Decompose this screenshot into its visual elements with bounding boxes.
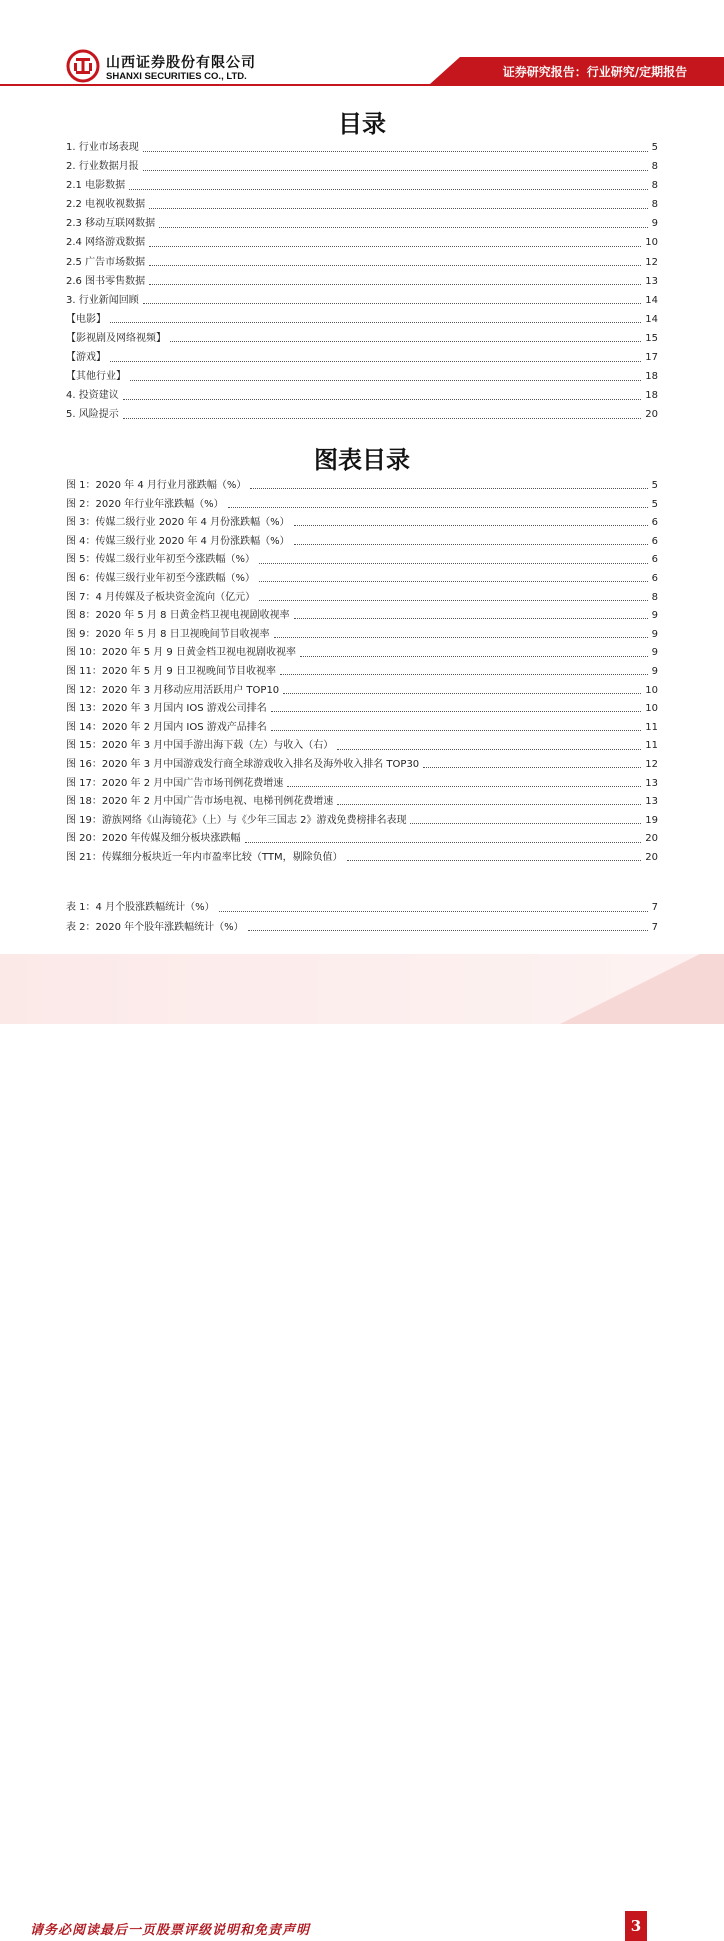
dot-leader [410, 822, 641, 824]
dot-leader [300, 655, 648, 657]
toc-entry-page: 9 [651, 218, 658, 230]
toc-title: 目录 [338, 109, 386, 138]
dot-leader [259, 580, 648, 582]
toc-entry-page: 8 [651, 180, 658, 192]
dot-leader [130, 379, 641, 381]
toc-entry[interactable] [66, 755, 658, 774]
toc-entry-page: 5 [651, 142, 658, 153]
page-footer [0, 954, 724, 1938]
toc-entry[interactable] [66, 898, 658, 918]
toc-entry-page: 13 [645, 275, 658, 287]
toc-entry[interactable] [66, 176, 658, 195]
toc-entry[interactable] [66, 495, 658, 514]
toc-entry-label: 图 10：2020 年 5 月 9 日黄金档卫视电视剧收视率 [66, 647, 296, 659]
toc-entry[interactable] [66, 625, 658, 644]
toc-entry-label: 【游戏】 [66, 352, 106, 364]
toc-entry-label: 2.4 网络游戏数据 [66, 237, 146, 249]
toc-entry-page: 15 [645, 332, 658, 344]
dot-leader [110, 321, 641, 323]
toc-entry-label: 【影视剧及网络视频】 [66, 332, 166, 344]
dot-leader [287, 785, 641, 787]
dot-leader [143, 302, 642, 304]
toc-entry-label: 图 5：传媒二级行业年初至今涨跌幅（%） [66, 554, 256, 566]
dot-leader [274, 636, 648, 638]
toc-entry-label: 4. 投资建议 [66, 390, 119, 402]
toc-entry[interactable] [66, 736, 658, 755]
dot-leader [248, 929, 648, 931]
dot-leader [123, 398, 642, 400]
toc-entry-label: 图 18：2020 年 2 月中国广告市场电视、电梯刊例花费增速 [66, 796, 334, 808]
dot-leader [259, 599, 648, 601]
dot-leader [280, 673, 648, 675]
toc-entry-label: 图 4：传媒三级行业 2020 年 4 月份涨跌幅（%） [66, 535, 290, 547]
toc-entry-page: 14 [645, 294, 658, 306]
toc-entry[interactable] [66, 233, 658, 252]
toc-entry[interactable] [66, 681, 658, 700]
figures-title: 图表目录 [314, 445, 410, 474]
toc-entry-page: 11 [645, 721, 658, 733]
toc-entry[interactable] [66, 386, 658, 405]
toc-entry-page: 20 [645, 851, 658, 863]
toc-entry-page: 7 [651, 921, 658, 933]
toc-entry-page: 20 [645, 833, 658, 845]
toc-entry-label: 2.1 电影数据 [66, 180, 126, 192]
toc-entry[interactable] [66, 829, 658, 848]
toc-entry-page: 7 [651, 902, 658, 913]
dot-leader [149, 207, 648, 209]
toc-entry-label: 【其他行业】 [66, 371, 126, 383]
footer-background [0, 954, 724, 1024]
toc-entry[interactable] [66, 476, 658, 495]
toc-entry[interactable] [66, 774, 658, 793]
toc-entry-label: 图 6：传媒三级行业年初至今涨跌幅（%） [66, 572, 256, 584]
dot-leader [159, 226, 648, 228]
dot-leader [271, 710, 641, 712]
dot-leader [245, 841, 642, 843]
toc-entry[interactable] [66, 918, 658, 938]
dot-leader [149, 245, 641, 247]
toc-entry[interactable] [66, 513, 658, 532]
toc-entry[interactable] [66, 606, 658, 625]
toc-entry[interactable] [66, 550, 658, 569]
toc-entry[interactable] [66, 792, 658, 811]
toc-entry-label: 图 9：2020 年 5 月 8 日卫视晚间节目收视率 [66, 628, 270, 640]
toc-entry-page: 12 [645, 256, 658, 268]
dot-leader [271, 729, 641, 731]
toc-entry[interactable] [66, 588, 658, 607]
toc-entry[interactable] [66, 310, 658, 329]
toc-entry-page: 13 [645, 777, 658, 789]
toc-entry[interactable] [66, 329, 658, 348]
toc-entry-page: 5 [651, 480, 658, 491]
toc-entry-page: 11 [645, 740, 658, 752]
toc-entry-label: 3. 行业新闻回顾 [66, 294, 139, 306]
toc-entry-label: 2.5 广告市场数据 [66, 256, 146, 268]
toc-entry-page: 8 [651, 161, 658, 173]
toc-entry-page: 12 [645, 758, 658, 770]
dot-leader [347, 859, 642, 861]
dot-leader [170, 340, 641, 342]
toc-entry-page: 14 [645, 313, 658, 325]
company-name-cn: 山西证券股份有限公司 [106, 55, 256, 71]
dot-leader [294, 524, 648, 526]
toc-entry-label: 图 21：传媒细分板块近一年内市盈率比较（TTM，剔除负值） [66, 851, 343, 863]
toc-entry-label: 图 1：2020 年 4 月行业月涨跌幅（%） [66, 480, 247, 491]
toc-entry-label: 图 11：2020 年 5 月 9 日卫视晚间节目收视率 [66, 665, 276, 677]
toc-entry[interactable] [66, 272, 658, 291]
toc-entry-page: 9 [651, 647, 658, 659]
toc-entry-page: 6 [651, 535, 658, 547]
toc-entry-page: 18 [645, 390, 658, 402]
toc-entry-page: 20 [645, 409, 658, 421]
toc-entry[interactable] [66, 811, 658, 830]
dot-leader [219, 910, 648, 912]
toc-entry[interactable] [66, 569, 658, 588]
toc-entry[interactable] [66, 214, 658, 233]
toc-entry-page: 10 [645, 703, 658, 715]
company-logo-icon [66, 49, 100, 83]
toc-entry[interactable] [66, 643, 658, 662]
toc-entry-label: 【电影】 [66, 313, 106, 325]
toc-entry-label: 图 17：2020 年 2 月中国广告市场刊例花费增速 [66, 777, 284, 789]
dot-leader [250, 487, 647, 489]
dot-leader [143, 169, 648, 171]
toc-entry-label: 图 20：2020 年传媒及细分板块涨跌幅 [66, 833, 241, 845]
toc-entry-label: 2. 行业数据月报 [66, 161, 139, 173]
page-header [0, 0, 724, 104]
report-type-banner: 证券研究报告：行业研究/定期报告 [502, 65, 688, 79]
toc-entry-page: 18 [645, 371, 658, 383]
figures-list [66, 476, 658, 866]
dot-leader [294, 543, 648, 545]
toc-entry-label: 图 7：4 月传媒及子板块资金流向（亿元） [66, 591, 256, 603]
toc-entry[interactable] [66, 405, 658, 424]
toc-entry[interactable] [66, 157, 658, 176]
toc-entry-label: 表 1：4 月个股涨跌幅统计（%） [66, 902, 215, 913]
toc-entry-label: 图 19：游族网络《山海镜花》（上）与《少年三国志 2》游戏免费榜排名表现 [66, 814, 407, 826]
toc-entry[interactable] [66, 662, 658, 681]
dot-leader [337, 748, 641, 750]
dot-leader [337, 803, 641, 805]
toc-entry-label: 2.3 移动互联网数据 [66, 218, 156, 230]
toc-list [66, 138, 658, 424]
toc-entry-label: 图 2：2020 年行业年涨跌幅（%） [66, 498, 224, 510]
dot-leader [149, 264, 641, 266]
toc-entry[interactable] [66, 532, 658, 551]
toc-entry-page: 9 [651, 610, 658, 622]
toc-entry[interactable] [66, 348, 658, 367]
disclaimer-notice: 请务必阅读最后一页股票评级说明和免责声明 [30, 1923, 311, 1938]
toc-entry-page: 9 [651, 665, 658, 677]
toc-entry[interactable] [66, 138, 658, 157]
toc-entry[interactable] [66, 699, 658, 718]
toc-entry[interactable] [66, 718, 658, 737]
toc-entry-page: 6 [651, 517, 658, 529]
company-name-en: SHANXI SECURITIES CO., LTD. [106, 71, 247, 82]
toc-entry-label: 图 15：2020 年 3 月中国手游出海下载（左）与收入（右） [66, 740, 334, 752]
header-divider [0, 84, 724, 86]
dot-leader [110, 360, 641, 362]
toc-entry-page: 6 [651, 572, 658, 584]
toc-entry-page: 8 [651, 591, 658, 603]
dot-leader [228, 506, 648, 508]
toc-entry-label: 图 13：2020 年 3 月国内 IOS 游戏公司排名 [66, 703, 267, 715]
toc-entry-label: 2.6 图书零售数据 [66, 275, 146, 287]
toc-entry-label: 2.2 电视收视数据 [66, 199, 146, 211]
toc-entry-page: 5 [651, 498, 658, 510]
toc-entry-label: 图 16：2020 年 3 月中国游戏发行商全球游戏收入排名及海外收入排名 TOP30 [66, 758, 420, 770]
toc-entry-page: 13 [645, 796, 658, 808]
toc-entry-label: 图 8：2020 年 5 月 8 日黄金档卫视电视剧收视率 [66, 610, 290, 622]
toc-entry-label: 5. 风险提示 [66, 409, 119, 421]
toc-entry[interactable] [66, 367, 658, 386]
toc-entry-page: 6 [651, 554, 658, 566]
toc-entry-page: 10 [645, 684, 658, 696]
toc-entry[interactable] [66, 195, 658, 214]
toc-entry-page: 8 [651, 199, 658, 211]
page-number: 3 [625, 1911, 647, 1941]
toc-entry[interactable] [66, 848, 658, 867]
toc-entry-page: 17 [645, 352, 658, 364]
toc-entry-page: 19 [645, 814, 658, 826]
toc-entry-page: 9 [651, 628, 658, 640]
dot-leader [129, 188, 648, 190]
toc-entry-page: 10 [645, 237, 658, 249]
dot-leader [259, 562, 648, 564]
dot-leader [143, 150, 648, 152]
toc-entry[interactable] [66, 291, 658, 310]
toc-entry-label: 表 2：2020 年个股年涨跌幅统计（%） [66, 921, 244, 933]
dot-leader [149, 283, 641, 285]
toc-entry-label: 图 14：2020 年 2 月国内 IOS 游戏产品排名 [66, 721, 267, 733]
dot-leader [123, 417, 642, 419]
dot-leader [283, 692, 641, 694]
dot-leader [423, 766, 641, 768]
toc-entry-label: 1. 行业市场表现 [66, 142, 139, 153]
dot-leader [294, 617, 648, 619]
toc-entry[interactable] [66, 253, 658, 272]
toc-entry-label: 图 12：2020 年 3 月移动应用活跃用户 TOP10 [66, 684, 280, 696]
tables-list [66, 898, 658, 937]
toc-entry-label: 图 3：传媒二级行业 2020 年 4 月份涨跌幅（%） [66, 517, 290, 529]
